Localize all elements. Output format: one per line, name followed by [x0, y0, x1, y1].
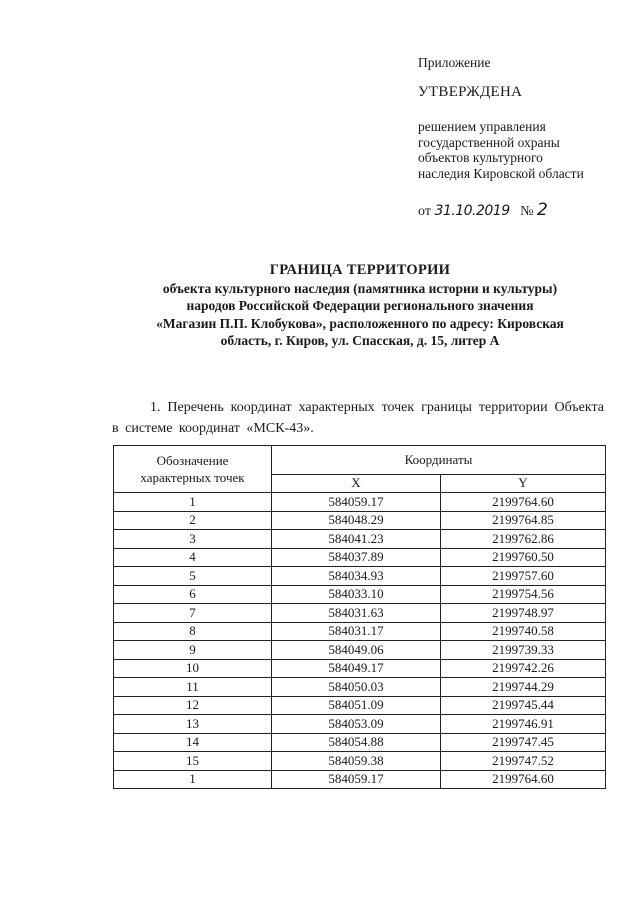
y-cell: 2199744.29: [441, 678, 606, 697]
point-cell: 13: [114, 715, 272, 734]
table-row: [114, 622, 606, 641]
header-y: Y: [441, 474, 606, 492]
point-cell: 12: [114, 696, 272, 715]
header-point-line: Обозначение: [156, 453, 229, 468]
table-row: [114, 585, 606, 604]
decision-line: государственной охраны: [418, 134, 560, 150]
date-number-line: [418, 200, 623, 220]
y-cell: 2199757.60: [441, 567, 606, 586]
x-cell: 584033.10: [272, 585, 441, 604]
x-cell: 584041.23: [272, 530, 441, 549]
approval-block: [418, 55, 623, 220]
point-cell: 6: [114, 585, 272, 604]
table-row: [114, 678, 606, 697]
y-cell: 2199742.26: [441, 659, 606, 678]
coordinates-table: [113, 445, 606, 789]
x-cell: 584059.17: [272, 493, 441, 512]
y-cell: 2199760.50: [441, 548, 606, 567]
point-cell: 8: [114, 622, 272, 641]
number-prefix: №: [520, 204, 534, 219]
point-cell: 7: [114, 604, 272, 623]
x-cell: 584048.29: [272, 511, 441, 530]
point-cell: 14: [114, 733, 272, 752]
header-point: [114, 446, 272, 493]
x-cell: 584049.17: [272, 659, 441, 678]
x-cell: 584050.03: [272, 678, 441, 697]
y-cell: 2199762.86: [441, 530, 606, 549]
point-cell: 2: [114, 511, 272, 530]
decision-line: объектов культурного: [418, 150, 543, 165]
x-cell: 584054.88: [272, 733, 441, 752]
decision-line: решением управления: [418, 119, 546, 134]
y-cell: 2199740.58: [441, 622, 606, 641]
title-line: «Магазин П.П. Клобукова», расположенного по адресу: Кировская: [156, 315, 564, 331]
point-cell: 9: [114, 641, 272, 660]
table-row: [114, 696, 606, 715]
table-row: [114, 715, 606, 734]
document-title: [105, 262, 615, 350]
x-cell: 584059.17: [272, 770, 441, 789]
x-cell: 584031.63: [272, 604, 441, 623]
handwritten-number: 2: [536, 200, 548, 220]
point-cell: 5: [114, 567, 272, 586]
x-cell: 584059.38: [272, 752, 441, 771]
title-main: ГРАНИЦА ТЕРРИТОРИИ: [269, 262, 451, 278]
point-cell: 4: [114, 548, 272, 567]
table-row: [114, 530, 606, 549]
y-cell: 2199747.52: [441, 752, 606, 771]
table-row: [114, 733, 606, 752]
point-cell: 1: [114, 770, 272, 789]
table-row: [114, 493, 606, 512]
handwritten-date: 31.10.2019: [434, 203, 510, 219]
table-row: [114, 604, 606, 623]
y-cell: 2199754.56: [441, 585, 606, 604]
title-line: объекта культурного наследия (памятника истории и культуры): [162, 280, 558, 296]
table-row: [114, 659, 606, 678]
y-cell: 2199746.91: [441, 715, 606, 734]
coordinates-paragraph: 1. Перечень координат характерных точек границы территории Объекта в системе координат «МСК-43».: [112, 400, 604, 436]
table-row: [114, 770, 606, 789]
table-row: [114, 548, 606, 567]
point-cell: 11: [114, 678, 272, 697]
x-cell: 584037.89: [272, 548, 441, 567]
x-cell: 584051.09: [272, 696, 441, 715]
header-coordinates: Координаты: [272, 446, 606, 475]
title-line: область, г. Киров, ул. Спасская, д. 15, литер А: [220, 333, 500, 348]
table-row: [114, 641, 606, 660]
y-cell: 2199764.85: [441, 511, 606, 530]
point-cell: 15: [114, 752, 272, 771]
point-cell: 1: [114, 493, 272, 512]
y-cell: 2199745.44: [441, 696, 606, 715]
title-line: народов Российской Федерации регионального значения: [186, 298, 534, 313]
x-cell: 584053.09: [272, 715, 441, 734]
x-cell: 584034.93: [272, 567, 441, 586]
point-cell: 10: [114, 659, 272, 678]
decision-line: наследия Кировской области: [418, 165, 584, 181]
header-x: X: [272, 474, 441, 492]
table-row: [114, 752, 606, 771]
y-cell: 2199747.45: [441, 733, 606, 752]
decision-text: [418, 119, 623, 181]
x-cell: 584031.17: [272, 622, 441, 641]
y-cell: 2199748.97: [441, 604, 606, 623]
point-cell: 3: [114, 530, 272, 549]
date-prefix: от: [418, 204, 431, 219]
header-point-line: характерных точек: [140, 470, 245, 485]
approved-label: УТВЕРЖДЕНА: [418, 83, 523, 100]
y-cell: 2199764.60: [441, 770, 606, 789]
y-cell: 2199764.60: [441, 493, 606, 512]
y-cell: 2199739.33: [441, 641, 606, 660]
table-row: [114, 567, 606, 586]
table-row: [114, 511, 606, 530]
x-cell: 584049.06: [272, 641, 441, 660]
appendix-label: Приложение: [418, 55, 491, 70]
